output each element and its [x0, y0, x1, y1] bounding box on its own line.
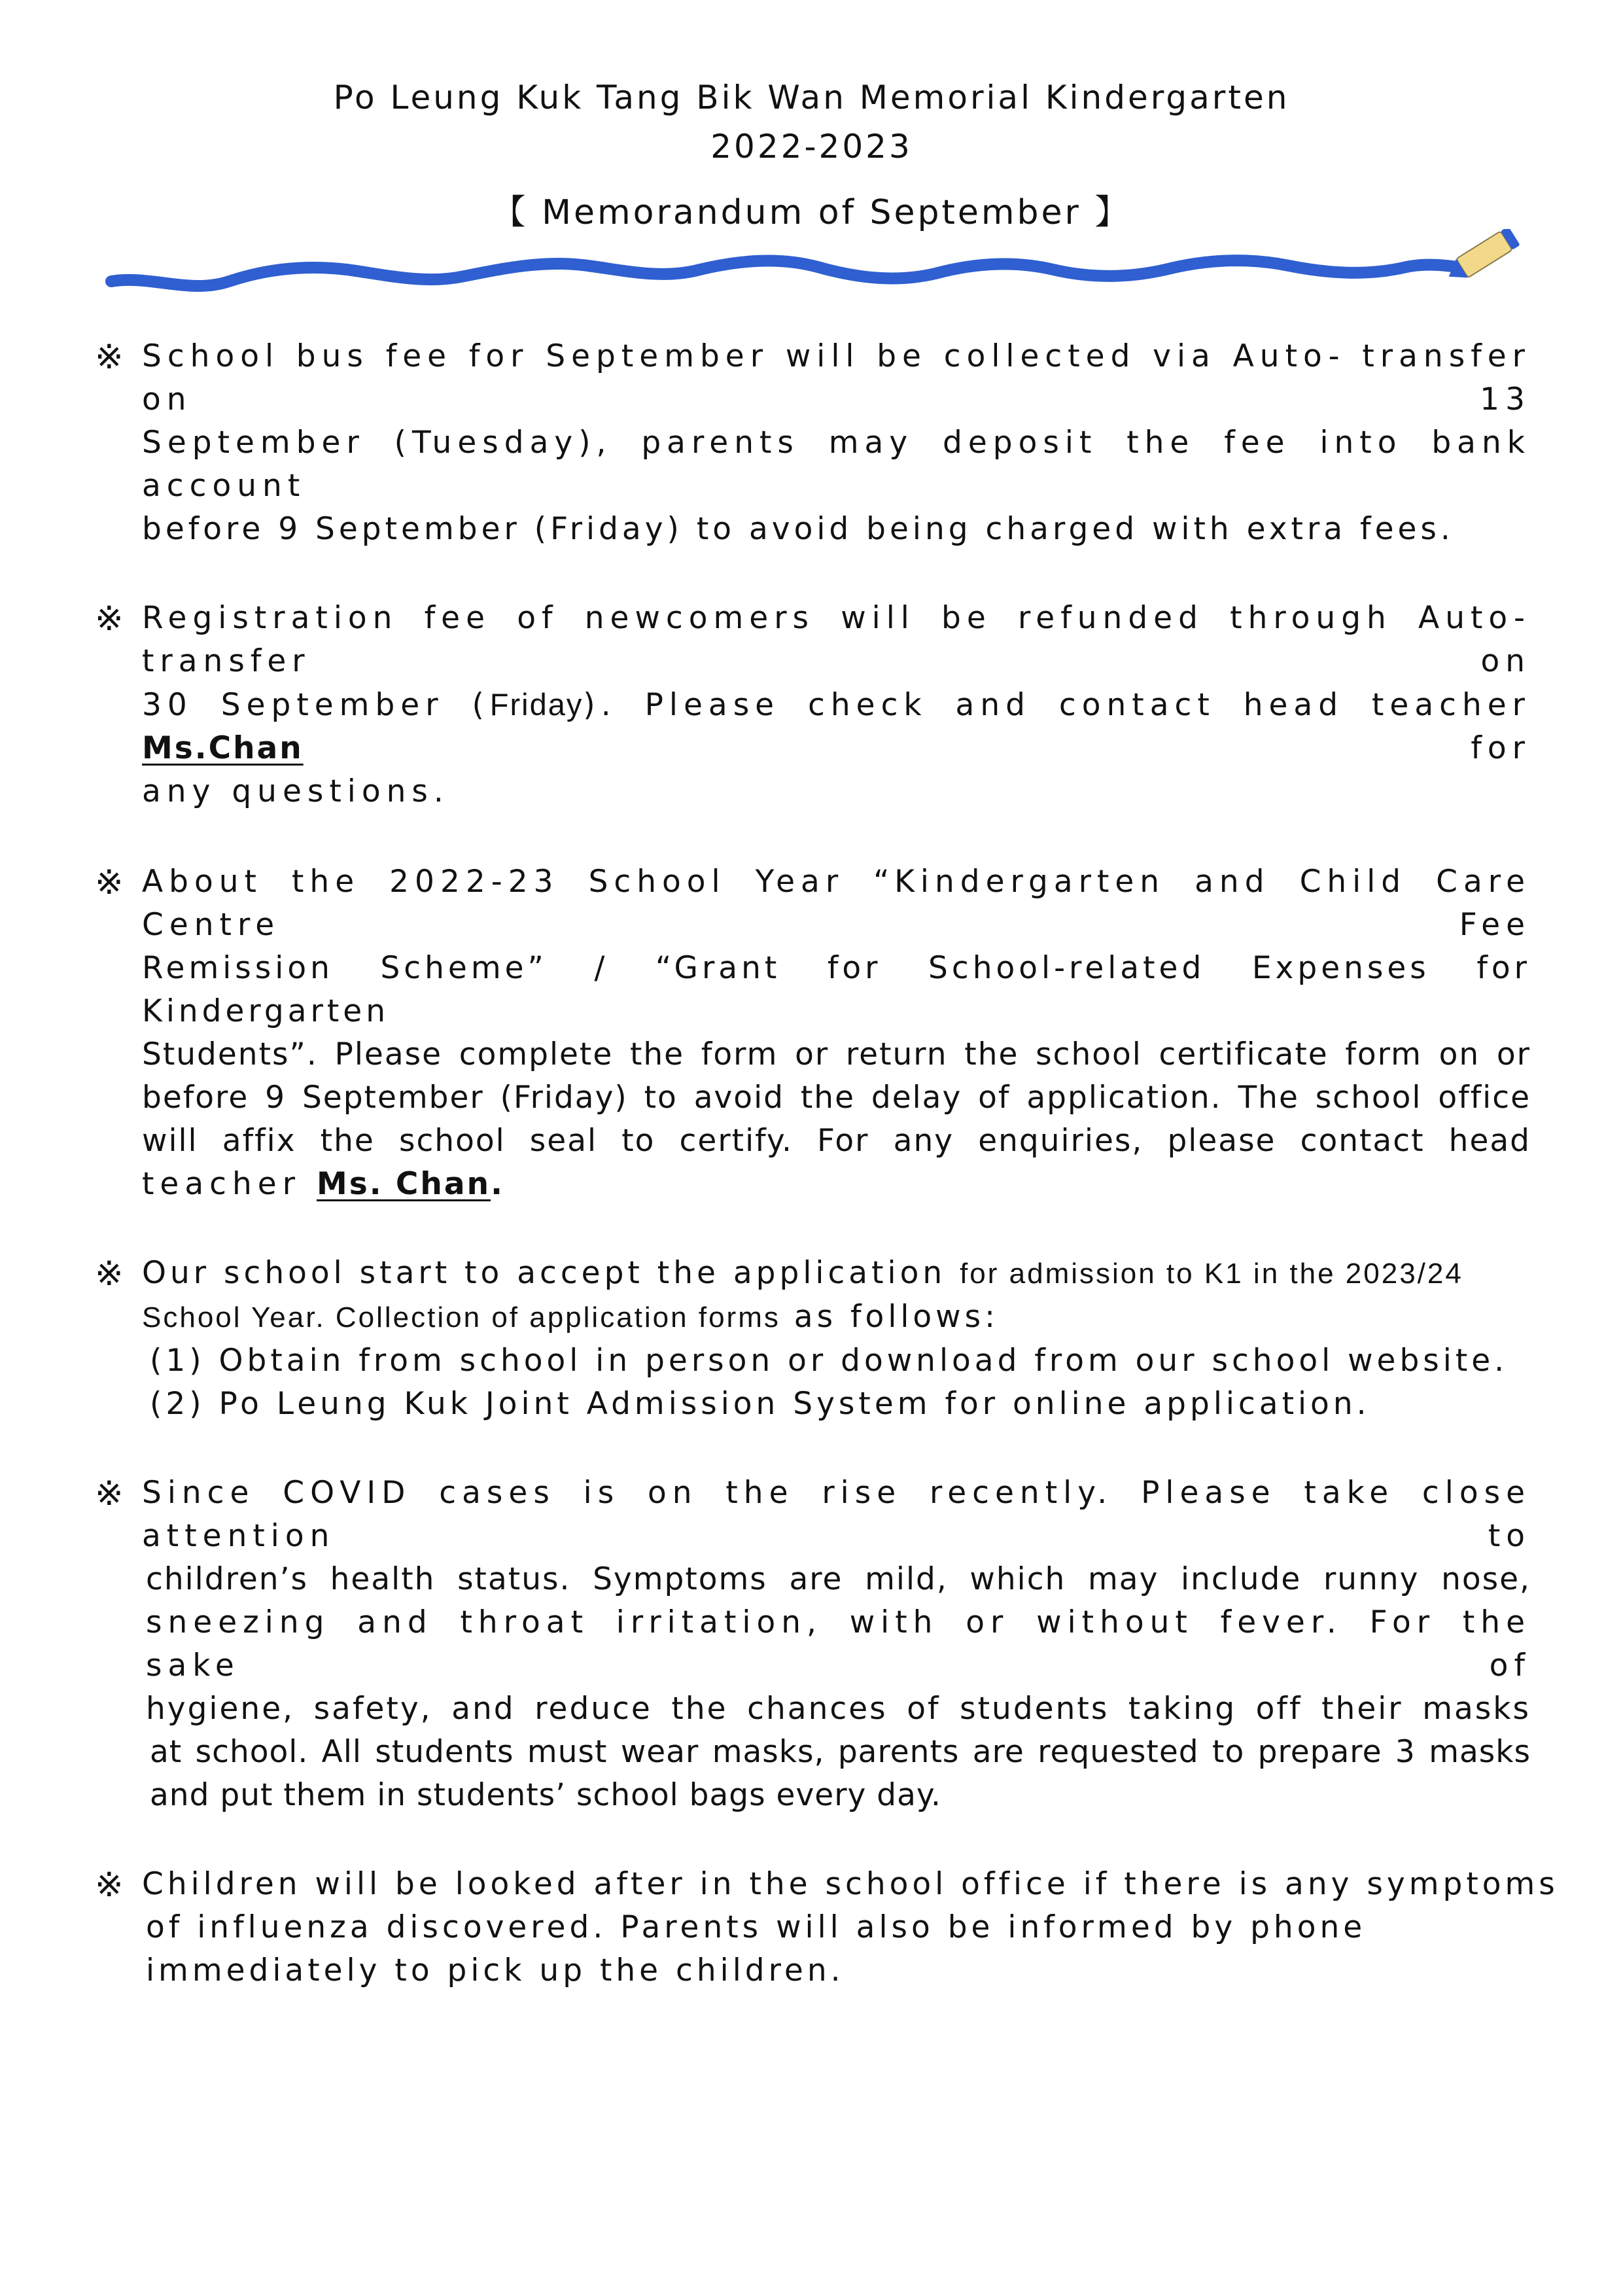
teacher-name: Ms. Chan [316, 1166, 491, 1202]
item-line [142, 1252, 1531, 1296]
memo-item-covid-masks [95, 1472, 1531, 1817]
item-line: immediately to pick up the children. [146, 1952, 845, 1988]
item-line: children’s health status. Symptoms are mild, which may include runny nose, [146, 1561, 1531, 1597]
text-run: . [491, 1166, 508, 1202]
wavy-line [111, 260, 1465, 286]
item-line: Children will be looked after in the school office if there is any symptoms [142, 1866, 1559, 1902]
school-year: 2022-2023 [710, 128, 913, 166]
item-line: Since COVID cases is on the rise recently. Please take close attention to [142, 1475, 1531, 1554]
memo-item-school-bus-fee [95, 335, 1531, 551]
item-line: Remission Scheme” / “Grant for School-related Expenses for Kindergarten [142, 950, 1531, 1029]
reference-mark-icon: ※ [95, 1865, 124, 1905]
pencil-icon [1443, 229, 1520, 286]
text-run: ). Please check and contact head teacher [583, 687, 1531, 723]
item-line: Students”. Please complete the form or return the school certificate form on or [142, 1036, 1531, 1072]
item-line: and put them in students’ school bags every day. [150, 1777, 941, 1813]
reference-mark-icon: ※ [95, 1254, 124, 1294]
item-sub-line: (2) Po Leung Kuk Joint Admission System for online application. [150, 1386, 1370, 1422]
item-line: Registration fee of newcomers will be refunded through Auto-transfer on [142, 600, 1531, 679]
item-line: hygiene, safety, and reduce the chances of students taking off their masks [146, 1691, 1531, 1727]
text-run: as follows: [780, 1299, 999, 1335]
memo-item-k1-admission [95, 1252, 1531, 1426]
memo-item-influenza [95, 1863, 1559, 1992]
item-line: of influenza discovered. Parents will also be informed by phone [146, 1909, 1367, 1945]
text-run: for admission to K1 in the 2023/24 [960, 1258, 1463, 1290]
item-line: School bus fee for September will be collected via Auto- transfer on 13 [142, 338, 1531, 417]
reference-mark-icon: ※ [95, 1474, 124, 1513]
reference-mark-icon: ※ [95, 338, 124, 377]
item-line: About the 2022-23 School Year “Kindergarten and Child Care Centre Fee [142, 864, 1531, 943]
item-line: any questions. [142, 773, 449, 809]
item-line: September (Tuesday), parents may deposit the fee into bank account [142, 425, 1531, 504]
teacher-name: Ms.Chan [142, 730, 304, 766]
item-line: will affix the school seal to certify. For any enquiries, please contact head [142, 1123, 1531, 1159]
text-run: Our school start to accept the application [142, 1255, 960, 1291]
memo-items [95, 335, 1559, 2038]
item-line [142, 1296, 1531, 1339]
item-line: before 9 September (Friday) to avoid being charged with extra fees. [142, 511, 1454, 547]
item-line: before 9 September (Friday) to avoid the delay of application. The school office [142, 1080, 1531, 1116]
item-line: sneezing and throat irritation, with or without fever. For the sake of [146, 1604, 1531, 1684]
item-sub-line: (1) Obtain from school in person or download from our school website. [150, 1343, 1509, 1379]
wavy-divider [98, 229, 1537, 314]
text-run: Friday [489, 687, 584, 722]
reference-mark-icon: ※ [95, 863, 124, 902]
reference-mark-icon: ※ [95, 599, 124, 639]
text-run: School Year. Collection of application forms [142, 1301, 780, 1333]
school-name: Po Leung Kuk Tang Bik Wan Memorial Kindergarten [333, 79, 1290, 116]
item-line [142, 683, 1531, 770]
memo-item-fee-remission [95, 860, 1531, 1206]
memo-item-registration-refund [95, 597, 1531, 813]
memo-title: 【 Memorandum of September 】 [491, 193, 1132, 232]
text-run: 30 September ( [142, 687, 490, 723]
text-run: for [303, 730, 1531, 766]
text-run: teacher [142, 1166, 317, 1202]
item-line [142, 1163, 1531, 1206]
item-line: at school. All students must wear masks, parents are requested to prepare 3 masks [150, 1734, 1531, 1770]
